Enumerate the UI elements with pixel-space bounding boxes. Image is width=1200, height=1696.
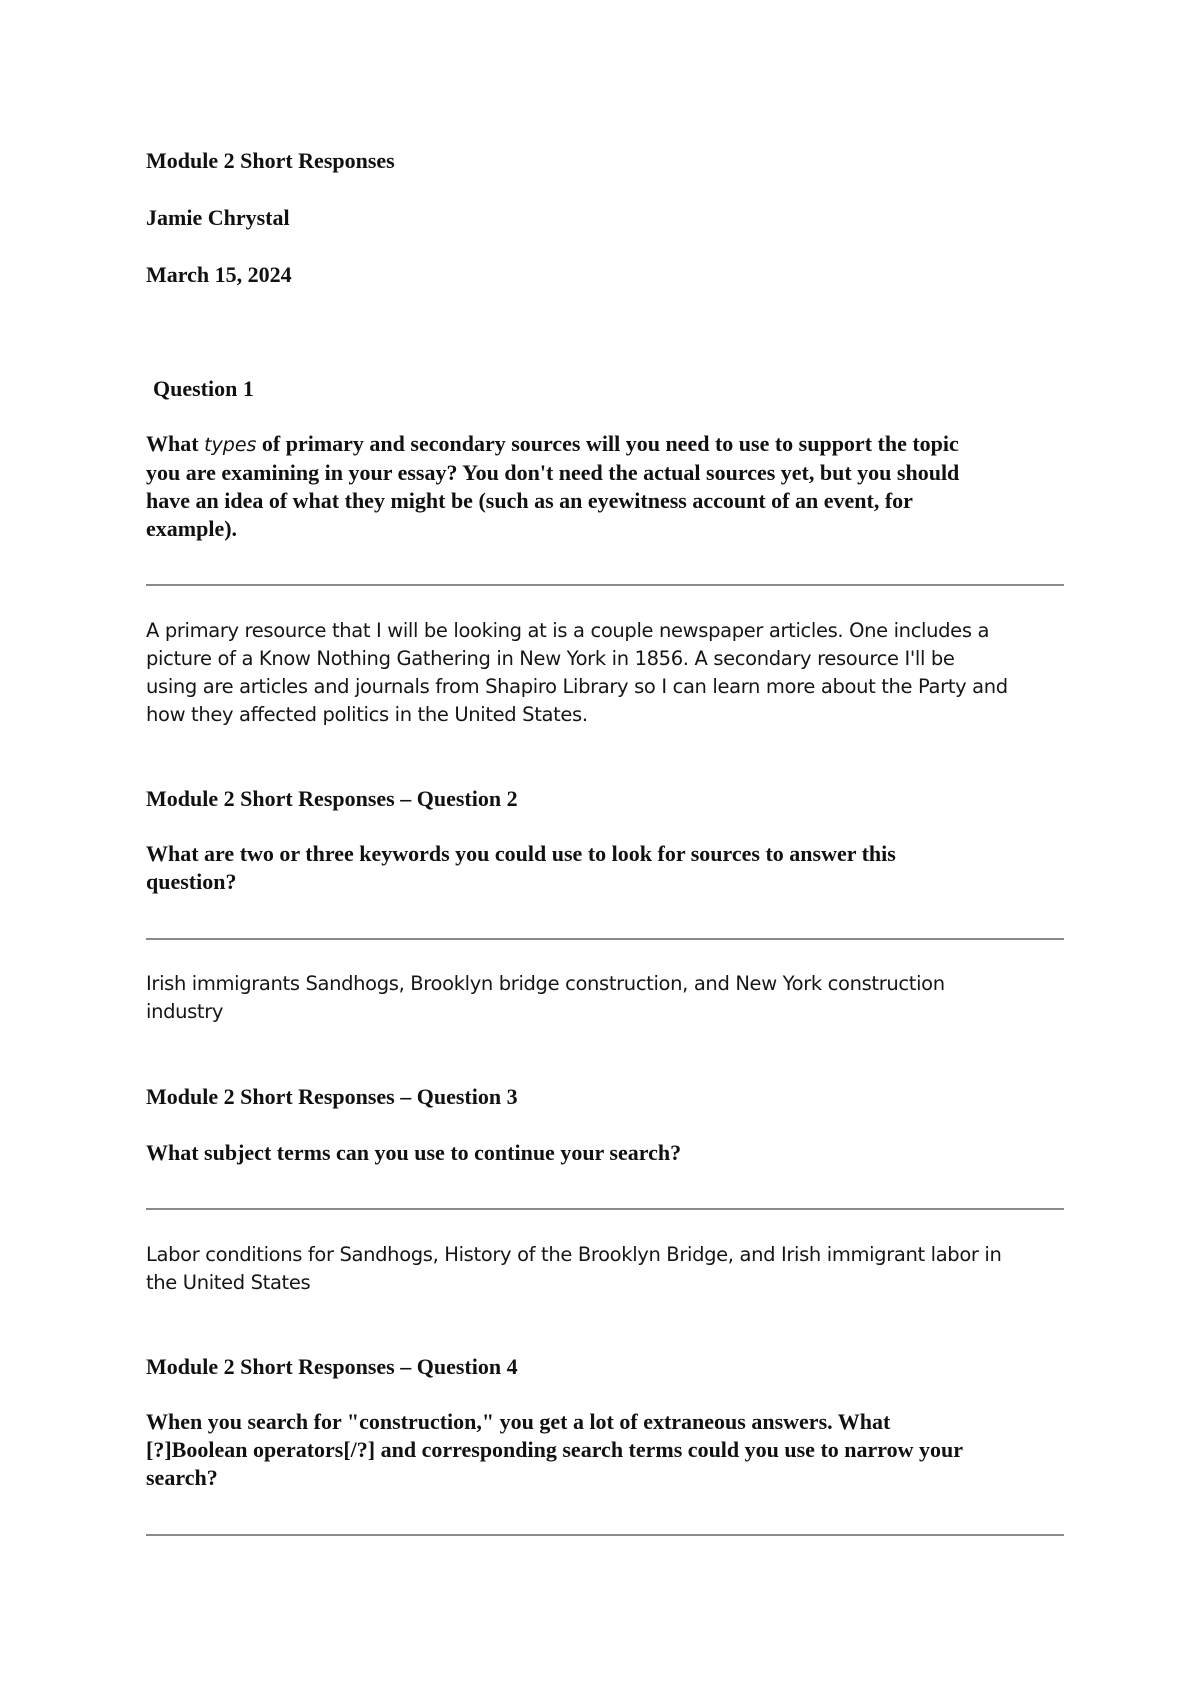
question-2-answer: Irish immigrants Sandhogs, Brooklyn bridge construction, and New York construction industry	[146, 972, 945, 1023]
author-name: Jamie Chrystal	[146, 205, 290, 230]
question-1-prompt-emphasis: types	[204, 434, 257, 456]
document-title: Module 2 Short Responses	[146, 148, 395, 173]
question-1-heading: Question 1	[153, 376, 254, 401]
question-3-prompt: What subject terms can you use to continue your search?	[146, 1140, 682, 1165]
question-1-answer: A primary resource that I will be looking at is a couple newspaper articles. One includes a picture of a Know Nothing Gathering in New York in 1856. A secondary resource I'll be using are articles and journals from Shapiro Library so I can learn more about the Party and how they affected politics in the United States.	[146, 619, 1008, 726]
answer-divider	[146, 938, 1064, 940]
answer-divider	[146, 1208, 1064, 1210]
document-date: March 15, 2024	[146, 262, 292, 287]
question-1-prompt-rest: of primary and secondary sources will you need to use to support the topic you are examining in your essay? You don't need the actual sources yet, but you should have an idea of what they might be (such as an eyewitness account of an event, for example).	[146, 431, 960, 541]
question-2-heading: Module 2 Short Responses – Question 2	[146, 786, 518, 811]
question-4-prompt: When you search for "construction," you get a lot of extraneous answers. What [?]Boolean operators[/?] and corresponding search terms could you use to narrow your search?	[146, 1409, 964, 1490]
answer-divider	[146, 584, 1064, 586]
question-1-prompt	[146, 430, 1064, 543]
question-3-answer: Labor conditions for Sandhogs, History of the Brooklyn Bridge, and Irish immigrant labor in the United States	[146, 1243, 1002, 1294]
question-4-heading: Module 2 Short Responses – Question 4	[146, 1354, 518, 1379]
question-1-prompt-start: What	[146, 431, 205, 456]
question-3-heading: Module 2 Short Responses – Question 3	[146, 1084, 518, 1109]
question-2-prompt: What are two or three keywords you could use to look for sources to answer this question?	[146, 841, 896, 894]
answer-divider	[146, 1534, 1064, 1536]
